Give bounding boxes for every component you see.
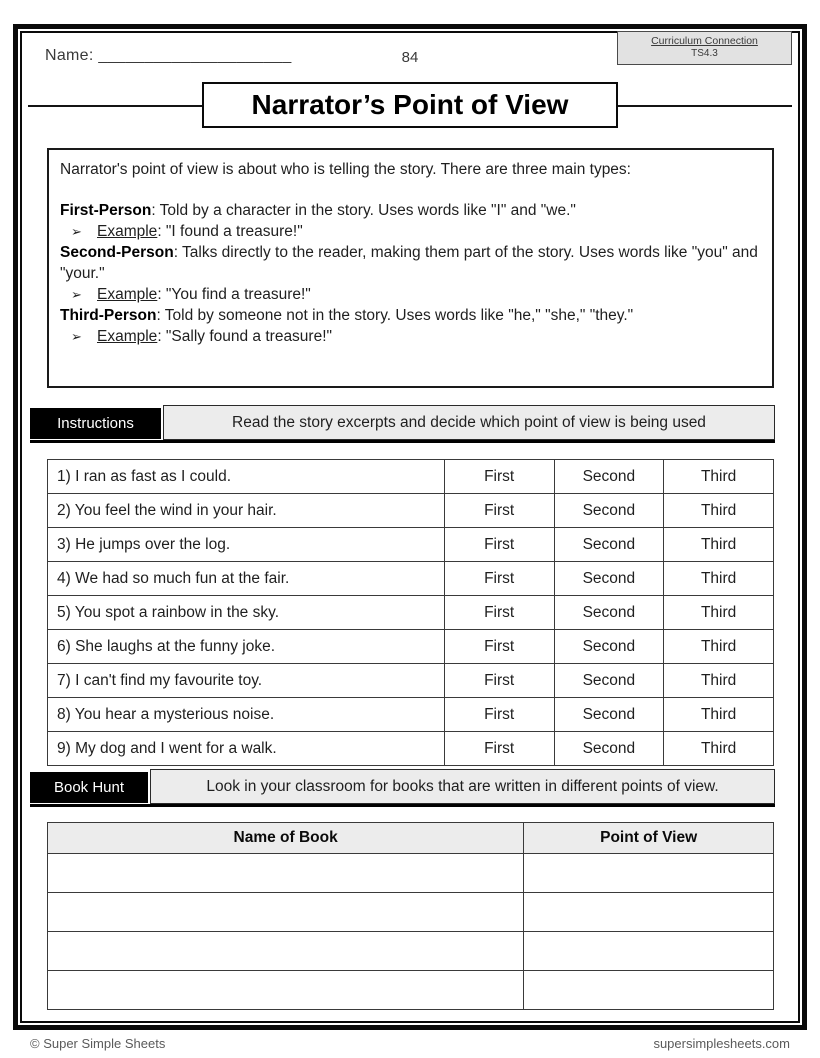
explanation-box [47,148,774,388]
quiz-option-second[interactable]: Second [554,528,664,562]
book-hunt-underline [30,804,775,807]
table-row [48,494,774,528]
book-hunt-text: Look in your classroom for books that are written in different points of view. [150,769,775,804]
pov-second-person-desc: : Talks directly to the reader, making them part of the story. Uses words like "you" and "your." [60,244,758,282]
instructions-label: Instructions [30,408,161,439]
pov-second-person-term: Second-Person [60,244,174,261]
quiz-option-first[interactable]: First [444,562,554,596]
pov-first-person-definition [60,200,761,221]
quiz-table [47,459,774,766]
book-name-cell[interactable] [48,893,524,932]
quiz-option-second[interactable]: Second [554,494,664,528]
book-pov-cell[interactable] [524,893,774,932]
table-row [48,528,774,562]
pov-third-person-desc: : Told by someone not in the story. Uses words like "he," "she," "they." [156,307,634,324]
example-text: : "You find a treasure!" [157,286,311,303]
arrow-bullet-icon: ➢ [71,287,82,302]
arrow-bullet-icon: ➢ [71,224,82,239]
quiz-sentence: 2) You feel the wind in your hair. [48,494,445,528]
book-name-cell[interactable] [48,932,524,971]
quiz-sentence: 9) My dog and I went for a walk. [48,732,445,766]
quiz-option-third[interactable]: Third [664,732,774,766]
curriculum-connection-label: Curriculum Connection [651,35,758,47]
table-row [48,893,774,932]
example-text: : "I found a treasure!" [157,223,303,240]
instructions-bar [30,405,775,443]
table-row [48,630,774,664]
book-hunt-table [47,822,774,1010]
quiz-sentence: 3) He jumps over the log. [48,528,445,562]
instructions-underline [30,440,775,443]
quiz-sentence: 6) She laughs at the funny joke. [48,630,445,664]
book-name-header: Name of Book [48,823,524,854]
example-text: : "Sally found a treasure!" [157,328,333,345]
book-pov-cell[interactable] [524,932,774,971]
quiz-option-first[interactable]: First [444,630,554,664]
explanation-intro: Narrator's point of view is about who is telling the story. There are three main types: [60,161,631,178]
book-pov-cell[interactable] [524,854,774,893]
name-input-blank[interactable]: _____________________ [98,47,292,64]
quiz-sentence: 5) You spot a rainbow in the sky. [48,596,445,630]
example-label: Example [97,328,158,345]
quiz-option-third[interactable]: Third [664,698,774,732]
quiz-option-second[interactable]: Second [554,596,664,630]
quiz-option-first[interactable]: First [444,596,554,630]
table-row [48,732,774,766]
pov-first-person-term: First-Person [60,202,152,219]
page-number: 84 [401,49,419,66]
quiz-option-first[interactable]: First [444,460,554,494]
table-row [48,596,774,630]
quiz-option-third[interactable]: Third [664,460,774,494]
quiz-option-third[interactable]: Third [664,596,774,630]
quiz-option-second[interactable]: Second [554,562,664,596]
point-of-view-header: Point of View [524,823,774,854]
footer-website: supersimplesheets.com [653,1036,790,1051]
curriculum-connection-badge [617,31,792,65]
book-table-header-row [48,823,774,854]
instructions-text: Read the story excerpts and decide which point of view is being used [163,405,775,440]
page-title: Narrator’s Point of View [202,82,618,128]
quiz-option-second[interactable]: Second [554,698,664,732]
quiz-option-first[interactable]: First [444,528,554,562]
pov-third-person-term: Third-Person [60,307,157,324]
pov-second-person-example [60,284,761,305]
quiz-sentence: 7) I can't find my favourite toy. [48,664,445,698]
quiz-option-first[interactable]: First [444,698,554,732]
table-row [48,932,774,971]
book-pov-cell[interactable] [524,971,774,1010]
example-label: Example [97,223,158,240]
footer-copyright: © Super Simple Sheets [30,1036,166,1051]
arrow-bullet-icon: ➢ [71,329,82,344]
pov-first-person-desc: : Told by a character in the story. Uses words like "I" and "we." [151,202,576,219]
quiz-sentence: 1) I ran as fast as I could. [48,460,445,494]
quiz-option-first[interactable]: First [444,494,554,528]
quiz-option-second[interactable]: Second [554,460,664,494]
quiz-option-third[interactable]: Third [664,562,774,596]
quiz-option-second[interactable]: Second [554,664,664,698]
table-row [48,854,774,893]
table-row [48,971,774,1010]
curriculum-code: TS4.3 [691,48,718,59]
quiz-option-third[interactable]: Third [664,528,774,562]
example-label: Example [97,286,158,303]
quiz-option-third[interactable]: Third [664,664,774,698]
pov-third-person-example [60,326,761,347]
table-row [48,698,774,732]
quiz-option-second[interactable]: Second [554,732,664,766]
quiz-sentence: 8) You hear a mysterious noise. [48,698,445,732]
quiz-option-third[interactable]: Third [664,630,774,664]
pov-third-person-definition [60,305,761,326]
pov-first-person-example [60,221,761,242]
book-name-cell[interactable] [48,854,524,893]
table-row [48,460,774,494]
quiz-option-third[interactable]: Third [664,494,774,528]
quiz-option-second[interactable]: Second [554,630,664,664]
book-hunt-bar [30,769,775,807]
table-row [48,664,774,698]
quiz-option-first[interactable]: First [444,732,554,766]
table-row [48,562,774,596]
quiz-sentence: 4) We had so much fun at the fair. [48,562,445,596]
book-hunt-label: Book Hunt [30,772,148,803]
pov-second-person-definition [60,242,761,284]
name-label: Name: [45,47,94,64]
quiz-option-first[interactable]: First [444,664,554,698]
book-name-cell[interactable] [48,971,524,1010]
